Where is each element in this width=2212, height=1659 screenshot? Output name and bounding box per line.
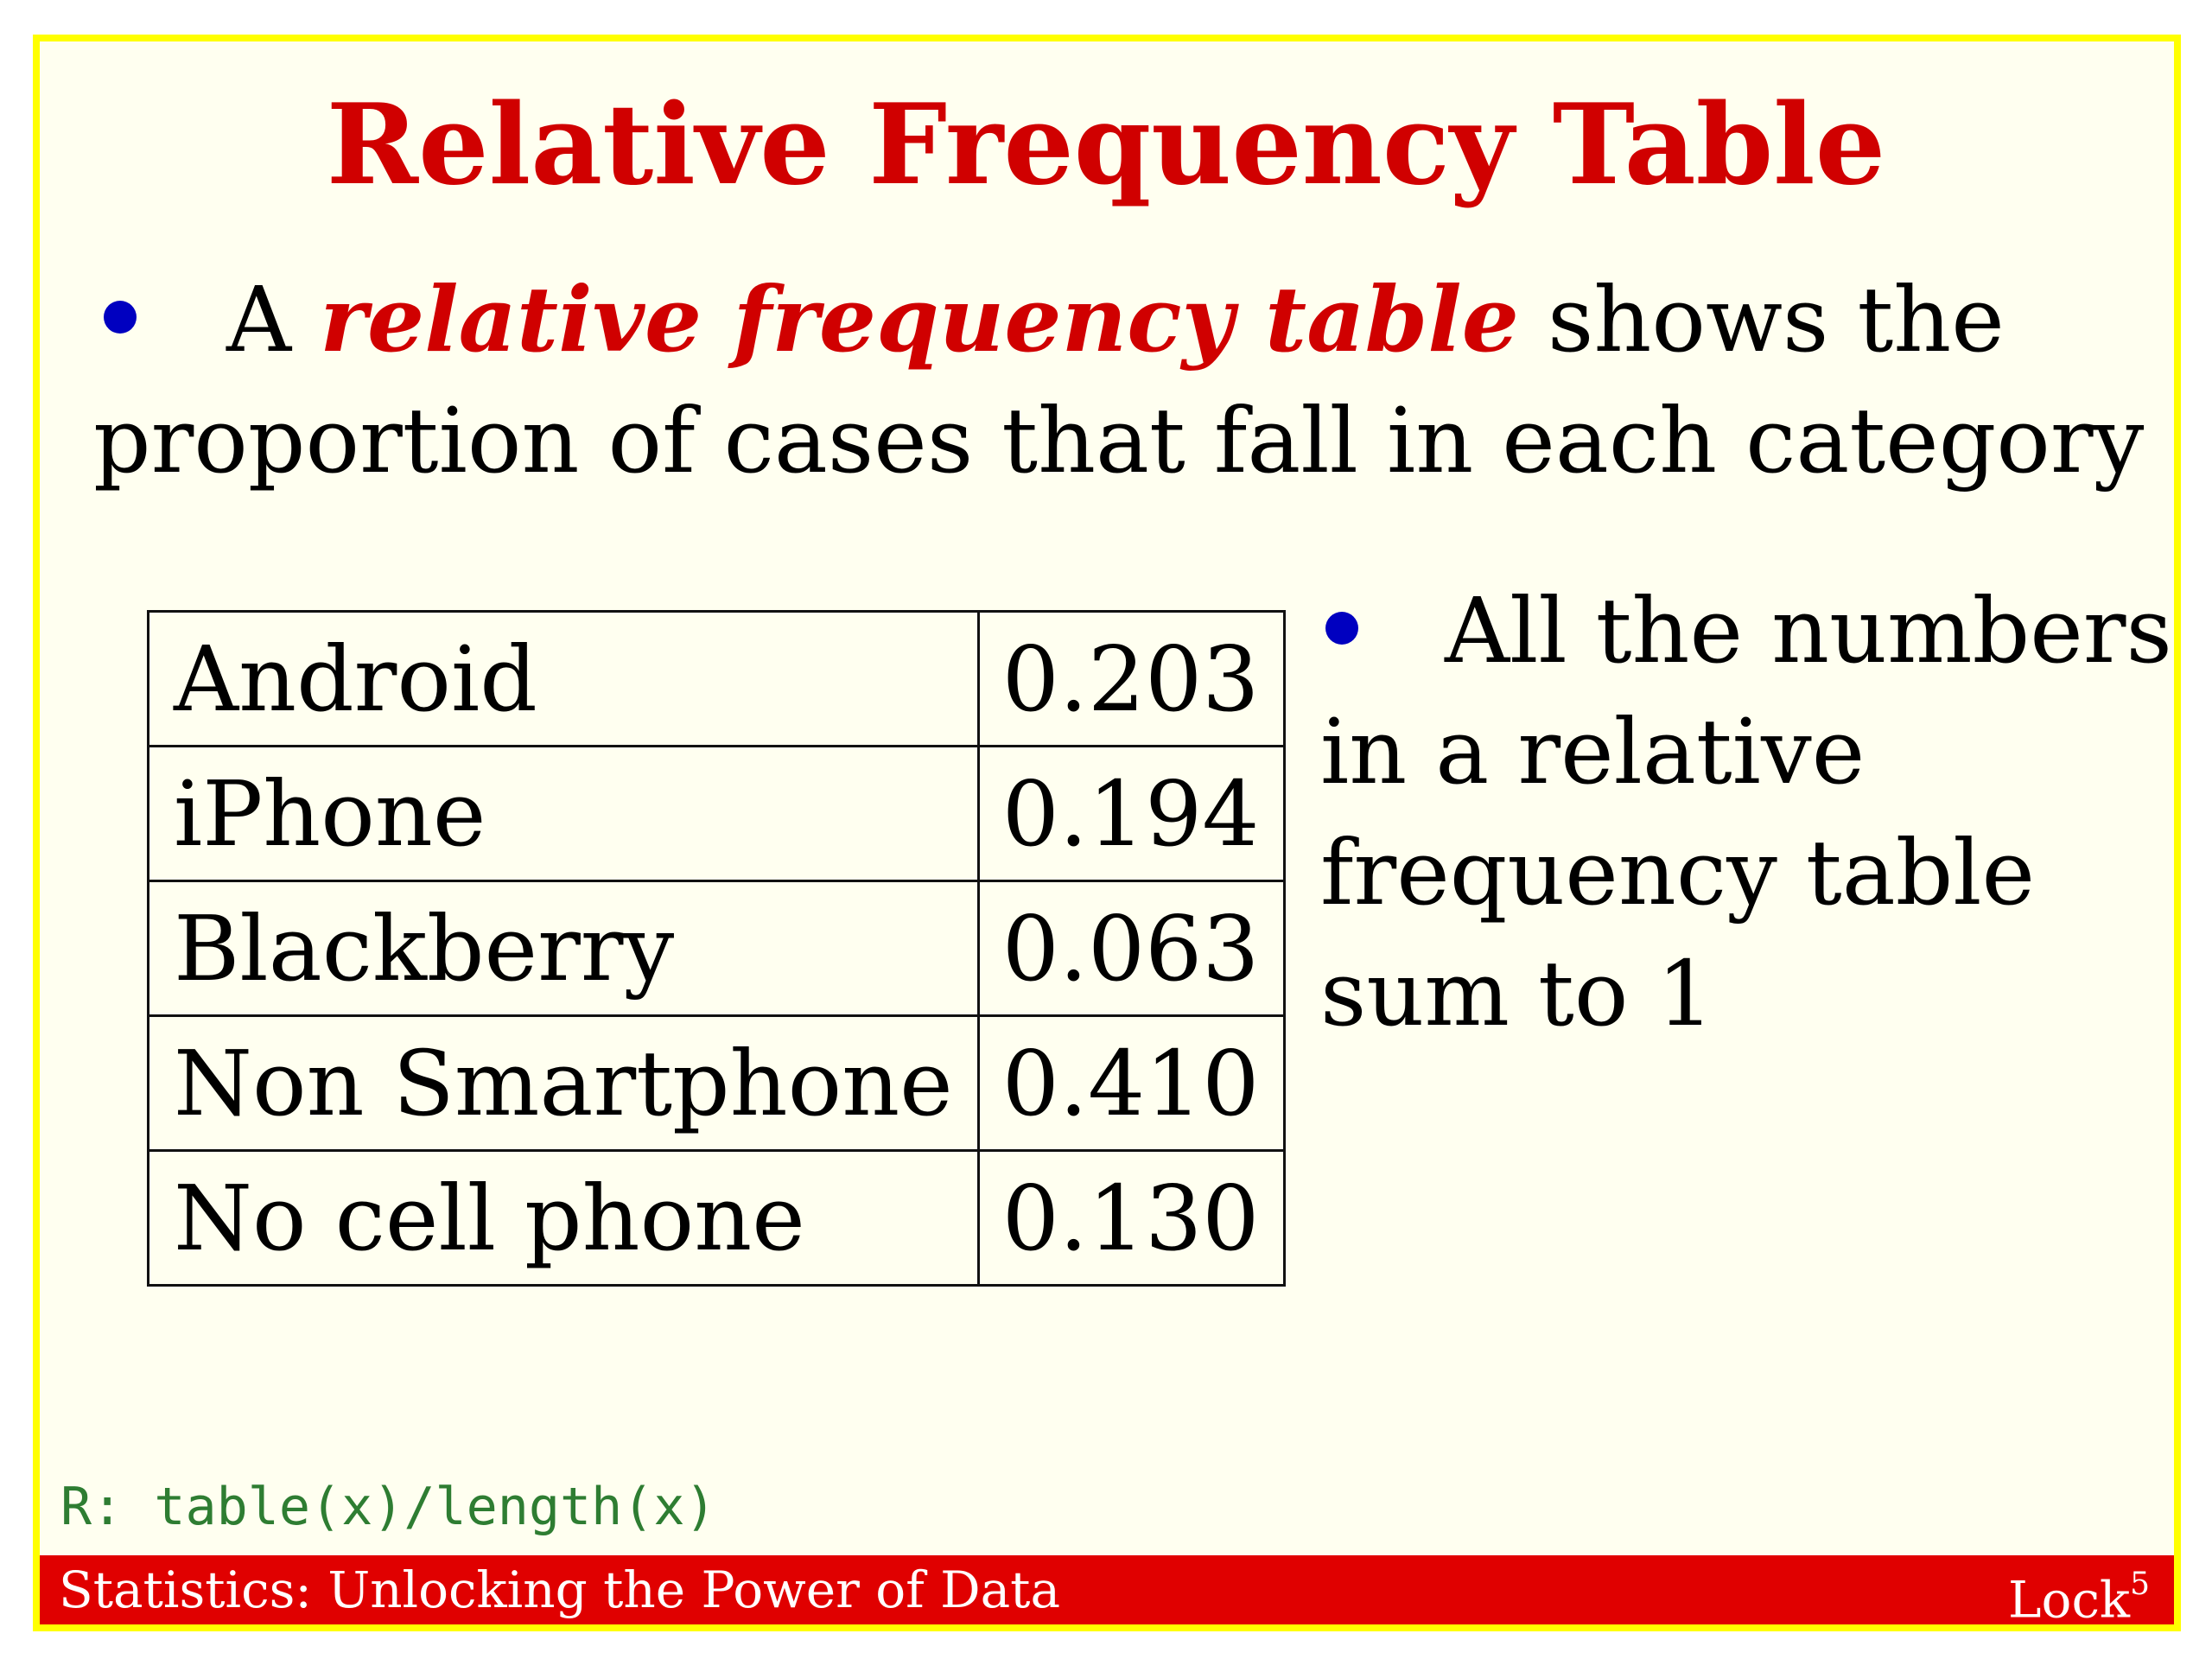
bullet-emphasis: relative frequency table [320,266,1519,372]
category-cell: Non Smartphone [149,1016,979,1151]
slide-title: Relative Frequency Table [326,80,1886,210]
bullet-definition-line-2: proportion of cases that fall in each category [93,388,2145,493]
bullet-definition-line-1 [93,259,2133,380]
bullet-sum-line-1 [1320,570,2172,691]
category-cell: Blackberry [149,881,979,1016]
bullet-sum-note [1320,570,2172,1054]
value-cell: 0.063 [978,881,1285,1016]
footer-book-title: Statistics: Unlocking the Power of Data [59,1560,1061,1619]
relative-frequency-table [147,610,1286,1287]
table-row [149,747,1285,881]
table-row [149,881,1285,1016]
bullet-dot-icon [1325,612,1358,645]
bullet-suffix: shows the [1518,267,2005,372]
value-cell: 0.194 [978,747,1285,881]
category-cell: iPhone [149,747,979,881]
table-row [149,1016,1285,1151]
footer-author-name: Lock [2008,1570,2131,1630]
category-cell: No cell phone [149,1151,979,1286]
value-cell: 0.203 [978,612,1285,747]
bullet-dot-icon [104,301,137,334]
bullet-definition [93,259,2145,501]
table-row [149,612,1285,747]
bullet-sum-line-4: sum to 1 [1320,941,1714,1046]
table-row [149,1151,1285,1286]
value-cell: 0.130 [978,1151,1285,1286]
bullet-prefix: A [226,267,321,372]
bullet-sum-line-2: in a relative [1320,699,1866,804]
r-code-snippet: R: table(x)/length(x) [60,1477,716,1537]
footer-author-superscript: 5 [2130,1567,2150,1602]
bullet-sum-line-3: frequency table [1320,820,2036,925]
footer-author [2008,1555,2150,1634]
footer-bar [40,1555,2174,1630]
bullet-sum-line-1-text: All the numbers [1445,578,2172,683]
value-cell: 0.410 [978,1016,1285,1151]
category-cell: Android [149,612,979,747]
